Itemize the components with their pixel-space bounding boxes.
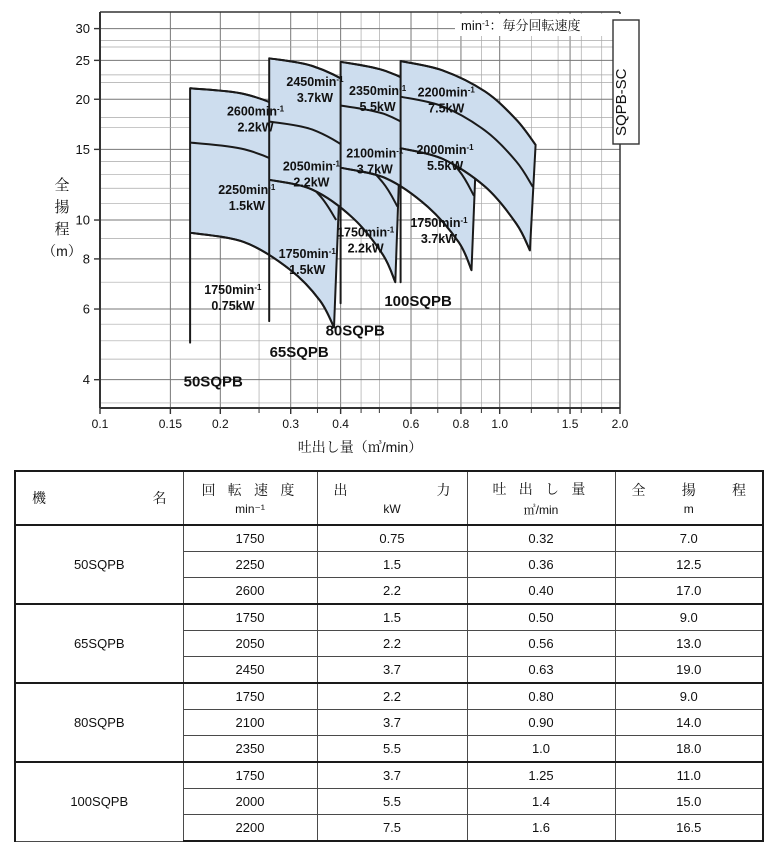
- cell-flow: 0.80: [467, 683, 615, 710]
- annotation-power-80SQPB-1: 3.7kW: [356, 162, 393, 177]
- y-axis-title-char: 揚: [54, 199, 70, 216]
- col-header-speed: 回 転 速 度 min⁻¹: [183, 471, 317, 525]
- annotation-speed-50SQPB-1: $2250\min^{-1}$: [218, 183, 276, 198]
- cell-power: 3.7: [317, 710, 467, 736]
- table-row: [15, 604, 763, 631]
- cell-model: 100SQPB: [15, 762, 183, 841]
- cell-speed: 2000: [183, 789, 317, 815]
- cell-head: 15.0: [615, 789, 763, 815]
- annotation-power-100SQPB-1: 5.5kW: [426, 159, 464, 174]
- cell-head: 16.5: [615, 815, 763, 842]
- cell-flow: 0.56: [467, 631, 615, 657]
- y-tick-label: 20: [75, 91, 90, 107]
- annotation-power-50SQPB-0: 2.2kW: [237, 120, 274, 135]
- cell-head: 17.0: [615, 578, 763, 605]
- annotation-power-65SQPB-1: 2.2kW: [293, 175, 330, 190]
- col-header-head: 全 揚 程 m: [615, 471, 763, 525]
- model-label-50SQPB: 50SQPB: [183, 373, 243, 391]
- cell-speed: 2600: [183, 578, 317, 605]
- y-tick-label: 6: [82, 301, 90, 317]
- cell-model: 65SQPB: [15, 604, 183, 683]
- x-tick-label: 1.0: [491, 417, 509, 431]
- x-axis-title: 吐出し量（㎥/min）: [297, 439, 423, 455]
- cell-flow: 0.36: [467, 552, 615, 578]
- cell-speed: 1750: [183, 683, 317, 710]
- x-tick-label: 0.3: [282, 417, 300, 431]
- table-row: [15, 762, 763, 789]
- x-tick-label: 0.15: [158, 417, 183, 431]
- specification-table-wrap: [14, 470, 762, 842]
- x-tick-label: 0.1: [91, 417, 109, 431]
- cell-power: 2.2: [317, 578, 467, 605]
- table-head: [15, 471, 763, 525]
- cell-power: 3.7: [317, 762, 467, 789]
- annotation-power-80SQPB-2: 2.2kW: [347, 241, 384, 256]
- x-tick-label: 2.0: [611, 417, 629, 431]
- cell-speed: 2050: [183, 631, 317, 657]
- y-tick-label: 10: [75, 212, 90, 228]
- annotation-speed-50SQPB-0: $2600\min^{-1}$: [226, 104, 285, 119]
- annotation-power-65SQPB-2: 1.5kW: [289, 262, 326, 277]
- table-body: [15, 525, 763, 841]
- annotation-speed-50SQPB-2: $1750\min^{-1}$: [204, 282, 262, 297]
- annotation-speed-100SQPB-2: $1750\min^{-1}$: [410, 216, 468, 231]
- annotation-speed-100SQPB-0: $2200\min^{-1}$: [417, 85, 475, 100]
- cell-speed: 1750: [183, 525, 317, 552]
- cell-flow: 0.90: [467, 710, 615, 736]
- cell-power: 3.7: [317, 657, 467, 684]
- cell-head: 9.0: [615, 683, 763, 710]
- cell-flow: 0.32: [467, 525, 615, 552]
- cell-power: 2.2: [317, 683, 467, 710]
- annotation-speed-80SQPB-1: $2100\min^{-1}$: [346, 146, 404, 161]
- cell-flow: 1.25: [467, 762, 615, 789]
- y-tick-label: 15: [75, 141, 90, 157]
- cell-speed: 2350: [183, 736, 317, 763]
- cell-power: 7.5: [317, 815, 467, 842]
- y-tick-label: 4: [82, 372, 90, 388]
- annotation-power-100SQPB-2: 3.7kW: [420, 232, 458, 247]
- col-header-flow: 吐 出 し 量 ㎥/min: [467, 471, 615, 525]
- cell-head: 18.0: [615, 736, 763, 763]
- x-tick-label: 0.2: [211, 417, 229, 431]
- table-row: [15, 525, 763, 552]
- cell-head: 14.0: [615, 710, 763, 736]
- cell-speed: 2250: [183, 552, 317, 578]
- cell-model: 80SQPB: [15, 683, 183, 762]
- annotation-power-50SQPB-1: 1.5kW: [228, 199, 265, 214]
- cell-head: 7.0: [615, 525, 763, 552]
- y-tick-label: 8: [82, 251, 90, 267]
- cell-speed: 2450: [183, 657, 317, 684]
- y-axis-title-char: 全: [54, 177, 70, 194]
- corner-label-text: SQPB-SC: [613, 68, 630, 136]
- table-header-row: [15, 471, 763, 525]
- model-label-80SQPB: 80SQPB: [325, 322, 385, 340]
- y-tick-label: 30: [75, 21, 90, 37]
- y-axis-title-unit: （m）: [42, 243, 82, 259]
- legend-note: $\min^{-1}$：毎分回転速度: [461, 18, 581, 33]
- cell-power: 5.5: [317, 789, 467, 815]
- cell-speed: 2200: [183, 815, 317, 842]
- annotation-power-50SQPB-2: 0.75kW: [211, 298, 255, 313]
- annotation-power-65SQPB-0: 3.7kW: [296, 90, 334, 105]
- cell-flow: 1.6: [467, 815, 615, 842]
- cell-power: 5.5: [317, 736, 467, 763]
- annotation-speed-80SQPB-2: $1750\min^{-1}$: [337, 225, 395, 240]
- model-label-100SQPB: 100SQPB: [384, 293, 452, 311]
- cell-head: 11.0: [615, 762, 763, 789]
- x-tick-label: 0.4: [332, 417, 349, 431]
- cell-flow: 0.40: [467, 578, 615, 605]
- cell-head: 13.0: [615, 631, 763, 657]
- cell-flow: 0.63: [467, 657, 615, 684]
- cell-head: 19.0: [615, 657, 763, 684]
- cell-head: 9.0: [615, 604, 763, 631]
- cell-speed: 1750: [183, 762, 317, 789]
- annotation-speed-65SQPB-1: $2050\min^{-1}$: [282, 159, 340, 174]
- annotation-speed-100SQPB-1: $2000\min^{-1}$: [416, 143, 474, 158]
- col-header-model: 機 名: [15, 471, 183, 525]
- cell-flow: 0.50: [467, 604, 615, 631]
- cell-model: 50SQPB: [15, 525, 183, 604]
- annotation-speed-80SQPB-0: $2350\min^{-1}$: [349, 83, 407, 98]
- annotation-power-100SQPB-0: 7.5kW: [428, 101, 465, 116]
- x-tick-label: 0.8: [452, 417, 470, 431]
- cell-speed: 2100: [183, 710, 317, 736]
- cell-speed: 1750: [183, 604, 317, 631]
- x-tick-label: 1.5: [561, 417, 579, 431]
- cell-flow: 1.4: [467, 789, 615, 815]
- table-row: [15, 683, 763, 710]
- x-tick-label: 0.6: [402, 417, 420, 431]
- model-label-65SQPB: 65SQPB: [269, 344, 329, 362]
- cell-power: 0.75: [317, 525, 467, 552]
- cell-head: 12.5: [615, 552, 763, 578]
- specification-table: [14, 470, 764, 842]
- cell-power: 2.2: [317, 631, 467, 657]
- cell-flow: 1.0: [467, 736, 615, 763]
- cell-power: 1.5: [317, 604, 467, 631]
- annotation-speed-65SQPB-0: $2450\min^{-1}$: [286, 74, 344, 89]
- y-tick-label: 25: [75, 52, 90, 68]
- annotation-power-80SQPB-0: 5.5kW: [359, 99, 396, 114]
- col-header-power: 出 力 kW: [317, 471, 467, 525]
- annotation-speed-65SQPB-2: $1750\min^{-1}$: [278, 246, 336, 261]
- cell-power: 1.5: [317, 552, 467, 578]
- y-axis-title-char: 程: [54, 221, 70, 238]
